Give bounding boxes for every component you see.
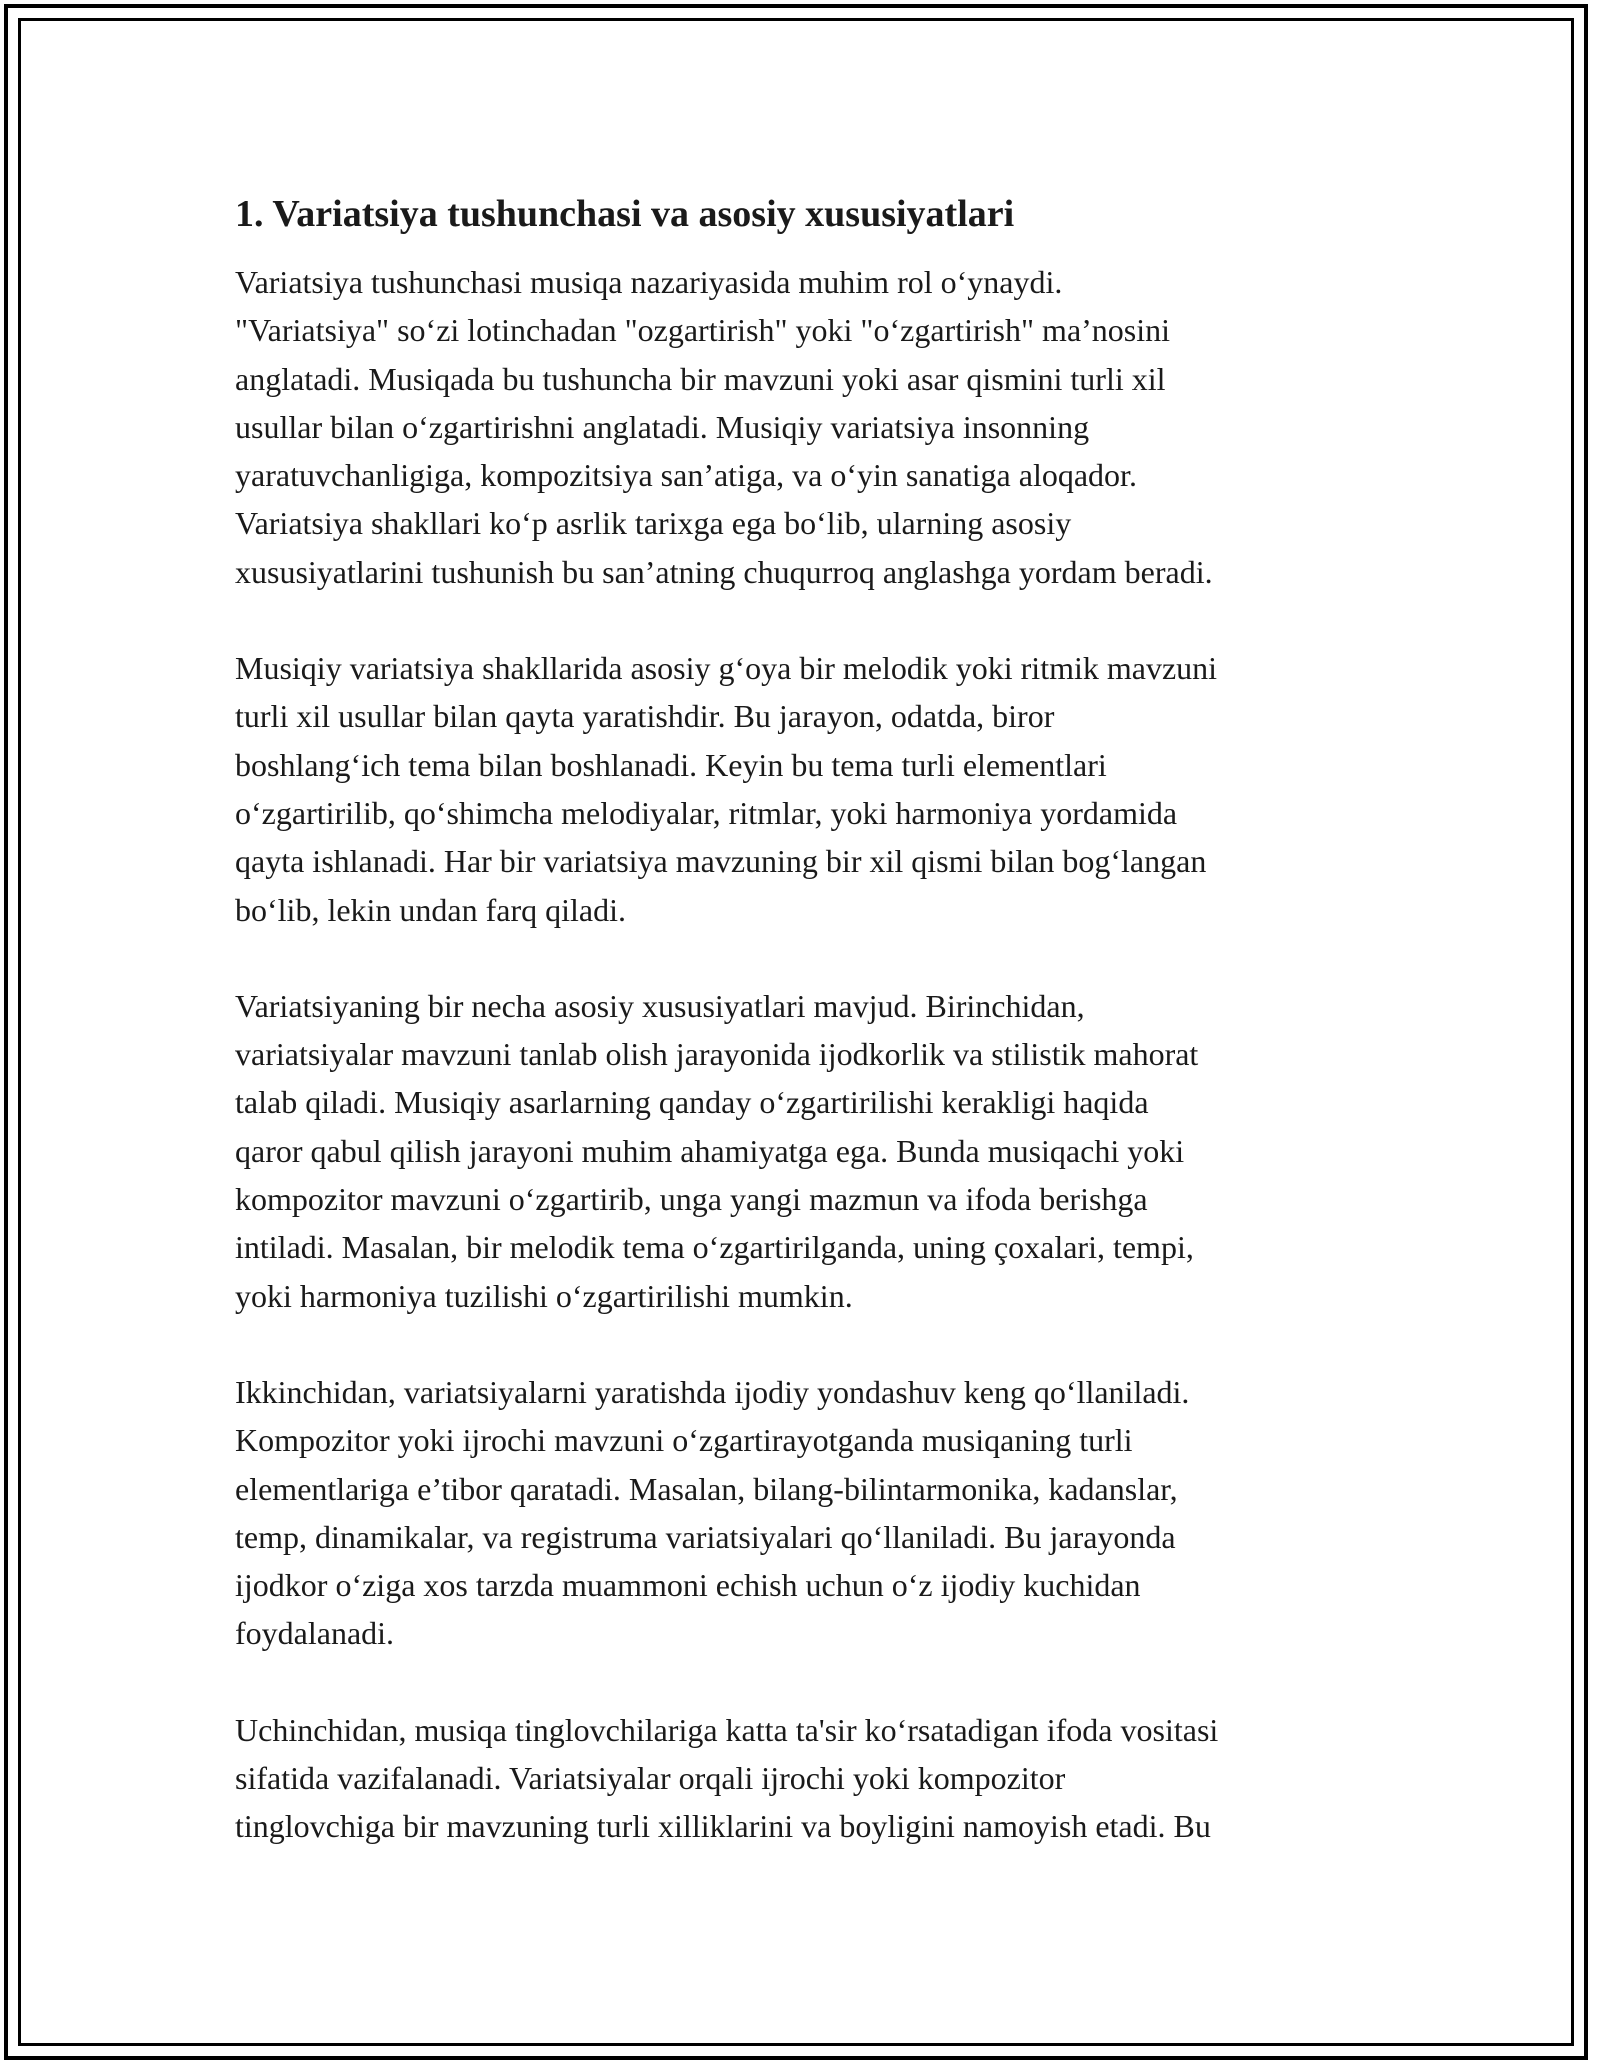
- paragraph-3: [235, 982, 1365, 1320]
- paragraph-5: [235, 1706, 1365, 1851]
- text-line: o‘zgartirilib, qo‘shimcha melodiyalar, ritmlar, yoki harmoniya yordamida: [235, 794, 1178, 831]
- paragraph-2: [235, 644, 1365, 934]
- text-line: elementlariga e’tibor qaratadi. Masalan, bilang-bilintarmonika, kadanslar,: [235, 1470, 1178, 1507]
- text-line: Uchinchidan, musiqa tinglovchilariga katta ta'sir ko‘rsatadigan ifoda vositasi: [235, 1711, 1219, 1748]
- text-line: qayta ishlanadi. Har bir variatsiya mavzuning bir xil qismi bilan bog‘langan: [235, 843, 1207, 880]
- text-line: yaratuvchanligiga, kompozitsiya san’atiga, va o‘yin sanatiga aloqador.: [235, 457, 1137, 494]
- text-line: bo‘lib, lekin undan farq qiladi.: [235, 891, 627, 928]
- text-line: variatsiyalar mavzuni tanlab olish jarayonida ijodkorlik va stilistik mahorat: [235, 1036, 1199, 1073]
- text-line: foydalanadi.: [235, 1615, 395, 1652]
- paragraph-4: [235, 1368, 1365, 1658]
- text-line: talab qiladi. Musiqiy asarlarning qanday o‘zgartirilishi kerakligi haqida: [235, 1084, 1149, 1121]
- text-line: Musiqiy variatsiya shakllarida asosiy g‘oya bir melodik yoki ritmik mavzuni: [235, 650, 1218, 687]
- text-line: anglatadi. Musiqada bu tushuncha bir mavzuni yoki asar qismini turli xil: [235, 360, 1166, 397]
- text-line: sifatida vazifalanadi. Variatsiyalar orqali ijrochi yoki kompozitor: [235, 1760, 1066, 1797]
- text-line: temp, dinamikalar, va registruma variatsiyalari qo‘llaniladi. Bu jarayonda: [235, 1518, 1176, 1555]
- text-line: qaror qabul qilish jarayoni muhim ahamiyatga ega. Bunda musiqachi yoki: [235, 1132, 1185, 1169]
- paragraph-1: [235, 258, 1365, 596]
- text-line: ijodkor o‘ziga xos tarzda muammoni echish uchun o‘z ijodiy kuchidan: [235, 1567, 1141, 1604]
- text-line: Ikkinchidan, variatsiyalarni yaratishda ijodiy yondashuv keng qo‘llaniladi.: [235, 1373, 1190, 1410]
- text-line: xususiyatlarini tushunish bu san’atning chuqurroq anglashga yordam beradi.: [235, 553, 1213, 590]
- text-line: boshlang‘ich tema bilan boshlanadi. Keyin bu tema turli elementlari: [235, 746, 1107, 783]
- text-line: usullar bilan o‘zgartirishni anglatadi. Musiqiy variatsiya insonning: [235, 408, 1090, 445]
- text-line: intiladi. Masalan, bir melodik tema o‘zgartirilganda, uning çoxalari, tempi,: [235, 1229, 1194, 1266]
- document-body: [235, 190, 1365, 1899]
- text-line: Variatsiyaning bir necha asosiy xususiyatlari mavjud. Birinchidan,: [235, 987, 1085, 1024]
- text-line: kompozitor mavzuni o‘zgartirib, unga yangi mazmun va ifoda berishga: [235, 1181, 1148, 1218]
- text-line: Kompozitor yoki ijrochi mavzuni o‘zgartirayotganda musiqaning turli: [235, 1422, 1133, 1459]
- text-line: "Variatsiya" so‘zi lotinchadan "ozgartirish" yoki "o‘zgartirish" ma’nosini: [235, 312, 1171, 349]
- text-line: Variatsiya shakllari ko‘p asrlik tarixga ega bo‘lib, ularning asosiy: [235, 505, 1072, 542]
- text-line: Variatsiya tushunchasi musiqa nazariyasida muhim rol o‘ynaydi.: [235, 264, 1063, 300]
- section-heading: 1. Variatsiya tushunchasi va asosiy xususiyatlari: [235, 193, 1015, 235]
- text-line: tinglovchiga bir mavzuning turli xilliklarini va boyligini namoyish etadi. Bu: [235, 1808, 1211, 1845]
- text-line: turli xil usullar bilan qayta yaratishdir. Bu jarayon, odatda, biror: [235, 698, 1055, 735]
- text-line: yoki harmoniya tuzilishi o‘zgartirilishi mumkin.: [235, 1277, 853, 1314]
